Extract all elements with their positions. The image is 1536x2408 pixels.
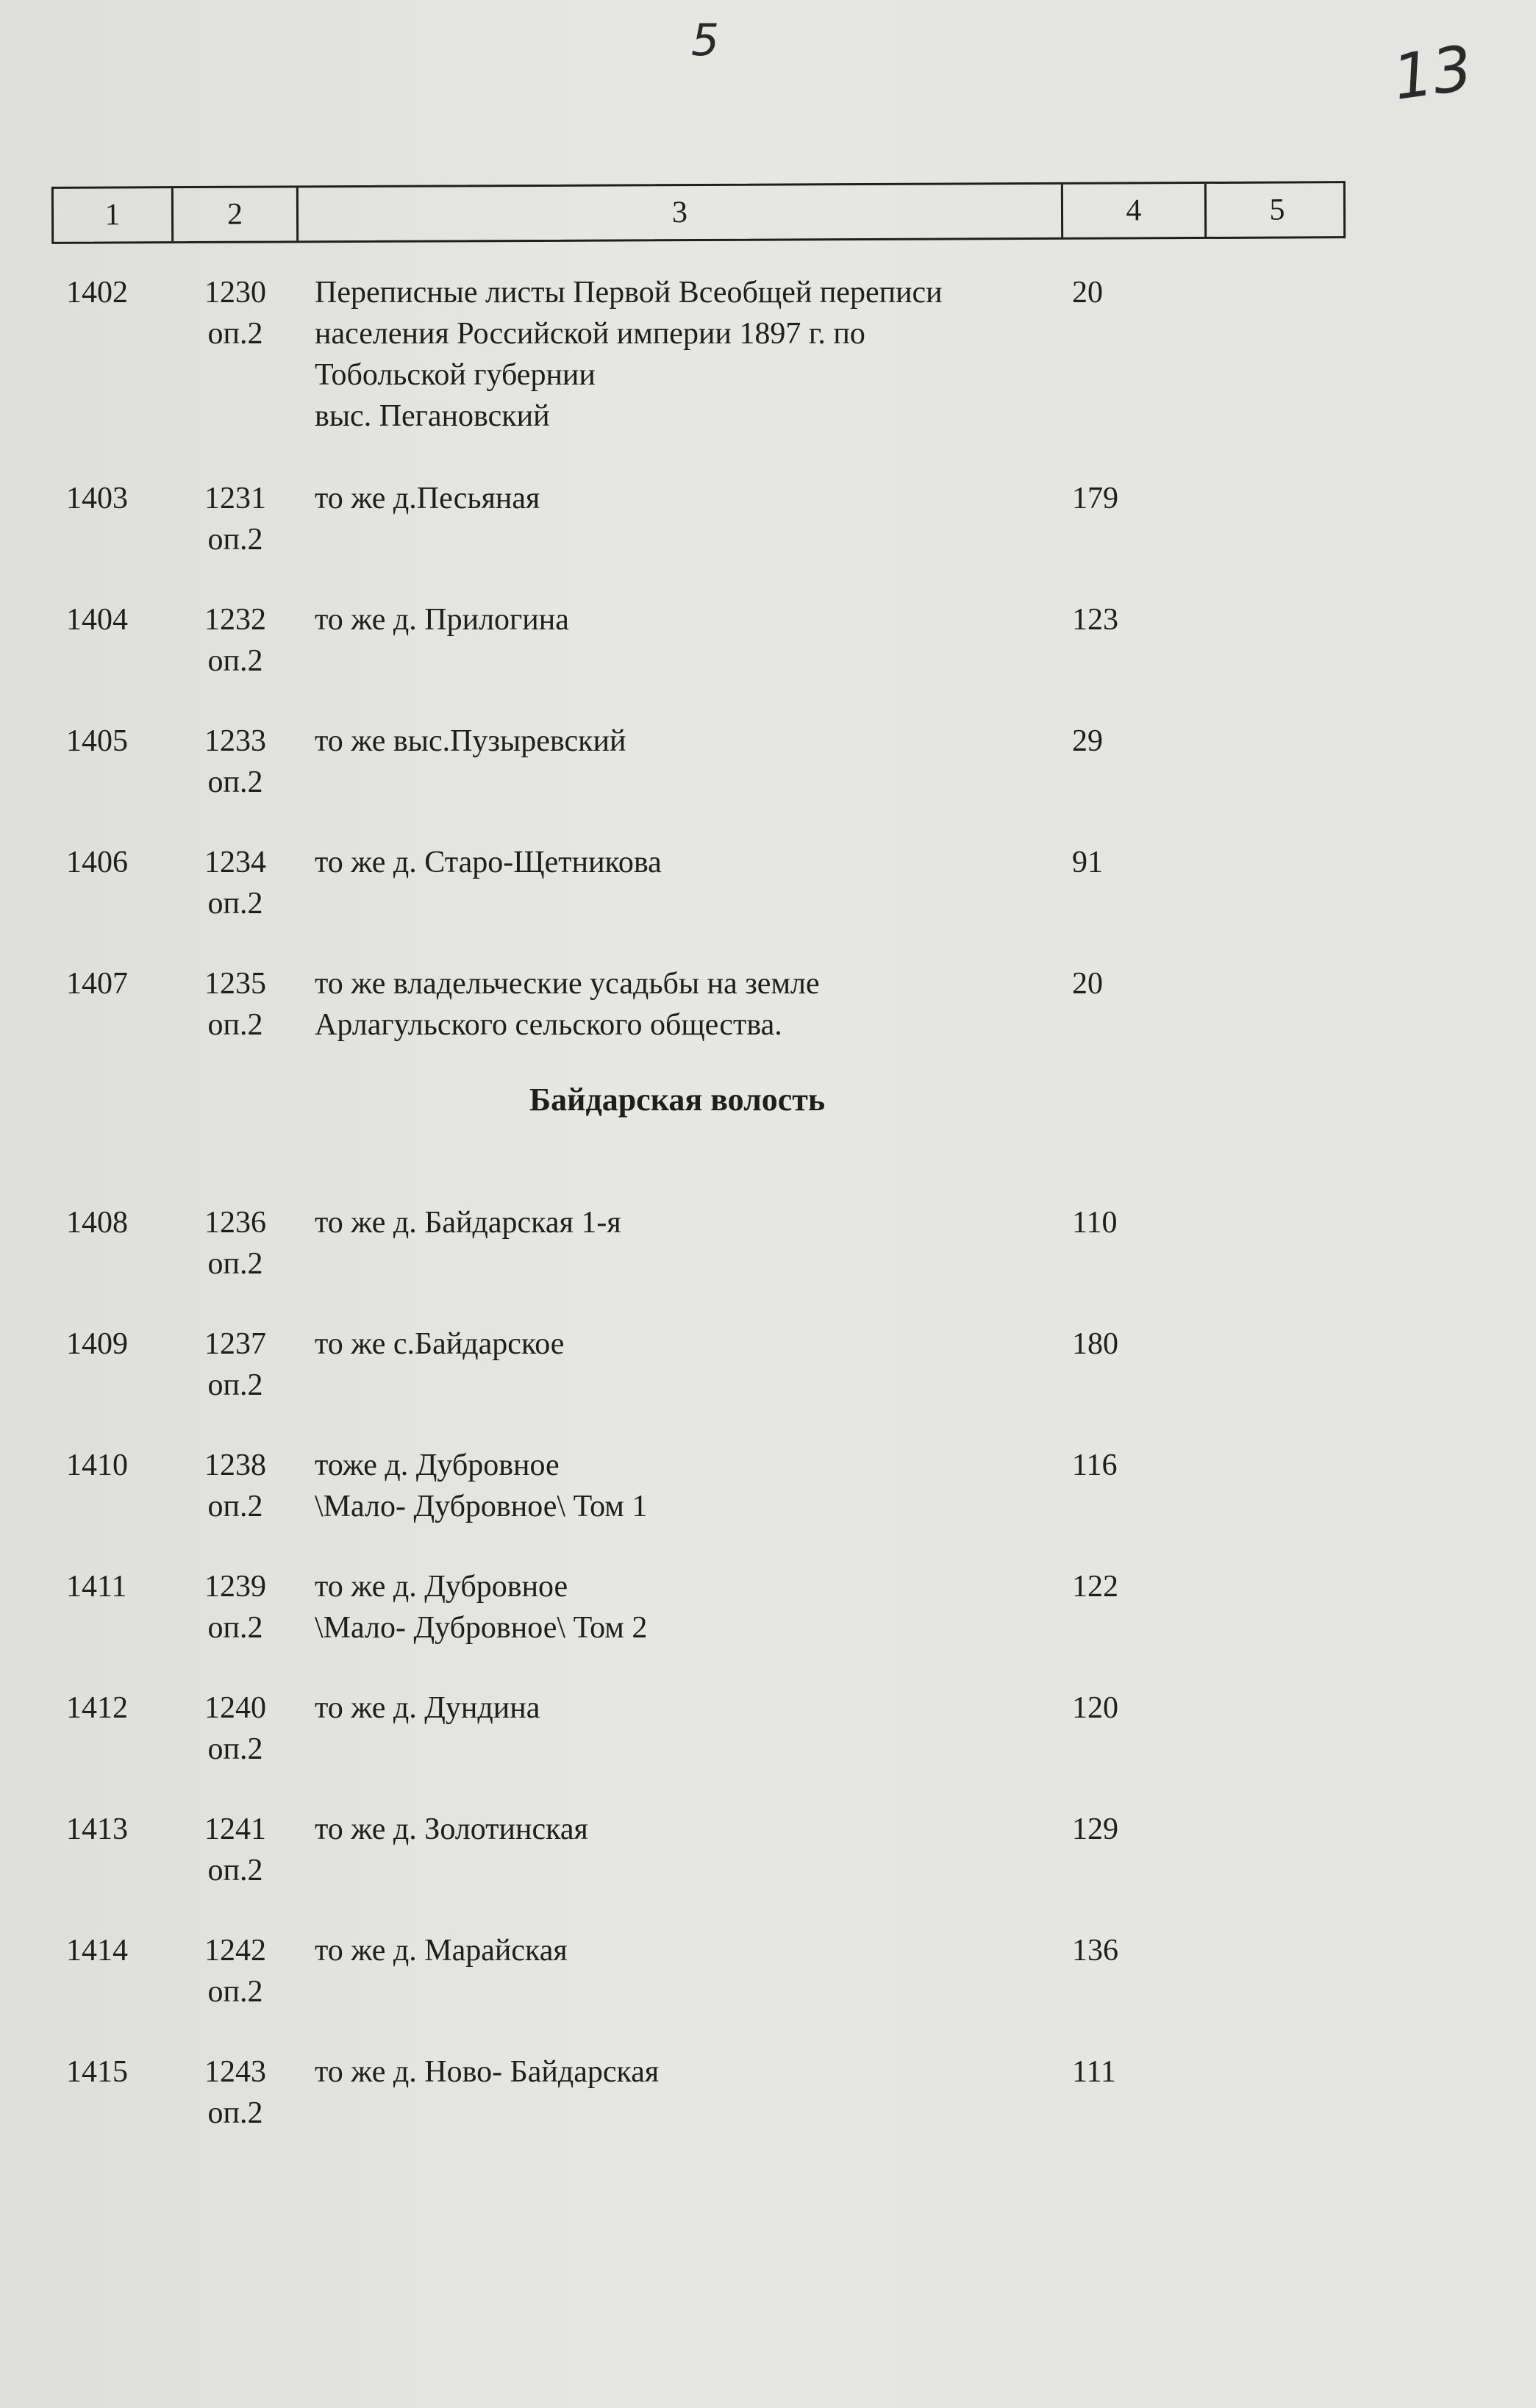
opis-label: оп.2 <box>207 1490 263 1523</box>
fond-number: 1241 <box>204 1812 266 1846</box>
record-title <box>315 478 1050 519</box>
fond-number: 1231 <box>204 482 266 515</box>
record-title-line: то же д. Дубровное <box>315 1570 568 1604</box>
record-title-line: Тобольской губернии <box>315 358 596 392</box>
record-number: 1414 <box>66 1934 128 1968</box>
record-number: 1410 <box>66 1448 128 1482</box>
opis-label: оп.2 <box>207 1611 263 1645</box>
fond-cell <box>184 1566 287 1648</box>
record-title <box>315 1687 1050 1729</box>
opis-label: оп.2 <box>207 1854 263 1887</box>
fond-cell <box>184 1687 287 1770</box>
record-title <box>315 599 1050 640</box>
sheet-count: 129 <box>1072 1812 1118 1846</box>
fond-number: 1233 <box>204 724 266 758</box>
record-title-line: то же д. Байдарская 1-я <box>315 1206 621 1240</box>
handwritten-sheet-number: 13 <box>1388 32 1477 114</box>
column-header-3: 3 <box>296 185 1061 241</box>
fond-number: 1234 <box>204 846 266 879</box>
record-title <box>315 2051 1050 2093</box>
fond-cell <box>184 1323 287 1406</box>
column-header-5: 5 <box>1204 183 1348 237</box>
column-header-4: 4 <box>1061 184 1204 237</box>
record-title-line: выс. Пегановский <box>315 399 550 433</box>
fond-number: 1242 <box>204 1934 266 1968</box>
record-number: 1402 <box>66 276 128 310</box>
fond-number: 1230 <box>204 276 266 310</box>
sheet-count: 20 <box>1072 967 1103 1001</box>
fond-cell <box>184 272 287 354</box>
record-title-line: то же д. Марайская <box>315 1934 568 1968</box>
opis-label: оп.2 <box>207 2096 263 2130</box>
record-title-line: то же д. Ново- Байдарская <box>315 2055 660 2089</box>
record-title-line: Переписные листы Первой Всеобщей переписи <box>315 276 943 310</box>
fond-cell <box>184 2051 287 2134</box>
record-title <box>315 1445 1050 1527</box>
fond-cell <box>184 963 287 1046</box>
fond-cell <box>184 1809 287 1891</box>
record-title <box>315 963 1050 1046</box>
sheet-count: 91 <box>1072 846 1103 879</box>
record-title-line: \Мало- Дубровное\ Том 1 <box>315 1490 648 1523</box>
record-number: 1404 <box>66 603 128 637</box>
sheet-count: 116 <box>1072 1448 1118 1482</box>
record-number: 1412 <box>66 1691 128 1725</box>
record-title-line: то же д.Песьяная <box>315 482 540 515</box>
record-title-line: тоже д. Дубровное <box>315 1448 560 1482</box>
fond-number: 1240 <box>204 1691 266 1725</box>
column-header-table <box>51 181 1346 244</box>
column-header-2: 2 <box>171 187 296 241</box>
record-title-line: Арлагульского сельского общества. <box>315 1008 782 1042</box>
fond-cell <box>184 1930 287 2012</box>
record-title-line: то же д. Золотинская <box>315 1812 588 1846</box>
fond-number: 1236 <box>204 1206 266 1240</box>
section-title: Байдарская волость <box>529 1082 826 1118</box>
opis-label: оп.2 <box>207 765 263 799</box>
record-title <box>315 721 1050 762</box>
fond-cell <box>184 1202 287 1285</box>
record-title-line: то же владельческие усадьбы на земле <box>315 967 820 1001</box>
record-number: 1403 <box>66 482 128 515</box>
sheet-count: 136 <box>1072 1934 1118 1968</box>
sheet-count: 123 <box>1072 603 1118 637</box>
opis-label: оп.2 <box>207 523 263 557</box>
record-number: 1406 <box>66 846 128 879</box>
opis-label: оп.2 <box>207 1975 263 2009</box>
record-title-line: то же д. Дундина <box>315 1691 540 1725</box>
fond-cell <box>184 721 287 803</box>
fond-number: 1237 <box>204 1327 266 1361</box>
record-number: 1411 <box>66 1570 127 1604</box>
opis-label: оп.2 <box>207 644 263 678</box>
opis-label: оп.2 <box>207 1247 263 1281</box>
opis-label: оп.2 <box>207 317 263 351</box>
opis-label: оп.2 <box>207 1008 263 1042</box>
fond-number: 1239 <box>204 1570 266 1604</box>
record-number: 1415 <box>66 2055 128 2089</box>
sheet-count: 111 <box>1072 2055 1116 2089</box>
fond-cell <box>184 599 287 682</box>
record-title <box>315 1566 1050 1648</box>
record-title <box>315 842 1050 883</box>
sheet-count: 180 <box>1072 1327 1118 1361</box>
sheet-count: 110 <box>1072 1206 1118 1240</box>
record-number: 1407 <box>66 967 128 1001</box>
column-header-1: 1 <box>104 198 121 232</box>
record-title-line: \Мало- Дубровное\ Том 2 <box>315 1611 648 1645</box>
fond-number: 1235 <box>204 967 266 1001</box>
sheet-count: 120 <box>1072 1691 1118 1725</box>
opis-label: оп.2 <box>207 887 263 921</box>
record-number: 1409 <box>66 1327 128 1361</box>
sheet-count: 179 <box>1072 482 1118 515</box>
record-number: 1413 <box>66 1812 128 1846</box>
fond-cell <box>184 842 287 924</box>
handwritten-page-number: 5 <box>691 15 720 66</box>
record-title <box>315 1930 1050 1971</box>
record-title-line: населения Российской империи 1897 г. по <box>315 317 865 351</box>
record-title <box>315 1809 1050 1850</box>
fond-cell <box>184 478 287 560</box>
record-number: 1408 <box>66 1206 128 1240</box>
opis-label: оп.2 <box>207 1732 263 1766</box>
record-title-line: то же с.Байдарское <box>315 1327 565 1361</box>
record-title <box>315 272 1050 437</box>
record-title-line: то же д. Старо-Щетникова <box>315 846 662 879</box>
sheet-count: 29 <box>1072 724 1103 758</box>
fond-cell <box>184 1445 287 1527</box>
opis-label: оп.2 <box>207 1368 263 1402</box>
record-title <box>315 1323 1050 1365</box>
record-number: 1405 <box>66 724 128 758</box>
sheet-count: 20 <box>1072 276 1103 310</box>
record-title-line: то же выс.Пузыревский <box>315 724 626 758</box>
fond-number: 1238 <box>204 1448 266 1482</box>
record-title-line: то же д. Прилогина <box>315 603 569 637</box>
sheet-count: 122 <box>1072 1570 1118 1604</box>
record-title <box>315 1202 1050 1243</box>
fond-number: 1243 <box>204 2055 266 2089</box>
fond-number: 1232 <box>204 603 266 637</box>
